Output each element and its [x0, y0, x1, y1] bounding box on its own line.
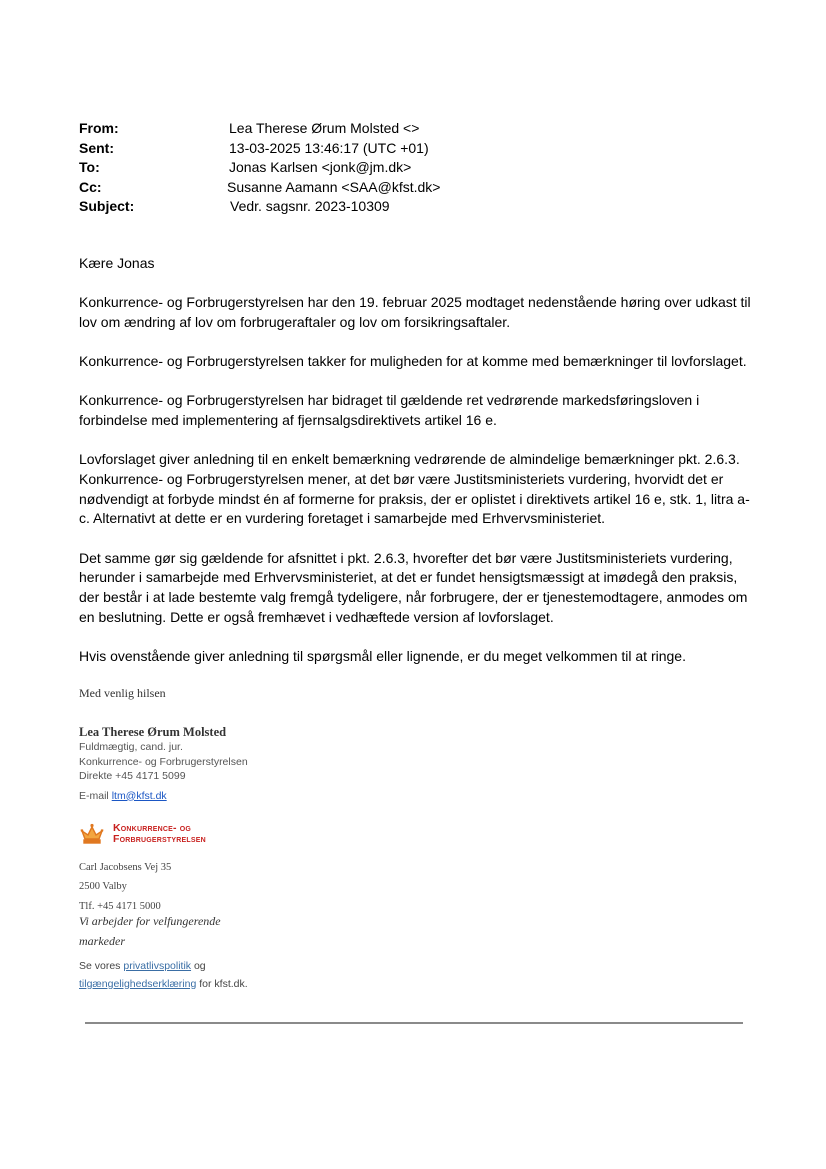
- from-label: From:: [79, 120, 119, 136]
- header-to-row: [79, 158, 440, 178]
- body-paragraph: Konkurrence- og Forbrugerstyrelsen har bidraget til gældende ret vedrørende markedsføringsloven i forbindelse med implementering af fjernsalgsdirektivets artikel 16 e.: [79, 392, 700, 429]
- signature-direct-phone: Direkte +45 4171 5099: [79, 770, 186, 782]
- logo-wordmark: [113, 823, 206, 846]
- organization-logo: [79, 822, 206, 846]
- address-street: Carl Jacobsens Vej 35: [79, 862, 172, 873]
- greeting: Kære Jonas: [79, 255, 155, 271]
- logo-line-2: Forbrugerstyrelsen: [113, 833, 206, 845]
- subject-value: Vedr. sagsnr. 2023-10309: [230, 198, 390, 214]
- email-body: [79, 254, 759, 686]
- body-paragraph: Konkurrence- og Forbrugerstyrelsen takker for muligheden for at komme med bemærkninger til lovforslaget.: [79, 353, 747, 370]
- email-link[interactable]: ltm@kfst.dk: [111, 789, 167, 802]
- header-subject-row: [79, 197, 440, 217]
- links-prefix: Se vores: [79, 960, 121, 972]
- body-paragraph: Det samme gør sig gældende for afsnittet i pkt. 2.6.3, hvorefter det bør være Justitsministeriets vurdering, herunder i samarbejde med Erhvervsministeriet, at det er fundet hensigtsmæssigt at imødegå den praksis, der består i at lade bestemte valg fremgå tydeligere, når forbrugere, der er tjenestemodtagere, anmodes om en beslutning. Dette er også fremhævet i vedhæftede version af lovforslaget.: [79, 549, 748, 625]
- body-paragraph: Konkurrence- og Forbrugerstyrelsen har den 19. februar 2025 modtaget nedenstående høring over udkast til lov om ændring af lov om forbrugeraftaler og lov om forsikringsaftaler.: [79, 294, 751, 330]
- email-label: E-mail: [79, 789, 109, 802]
- sent-value: 13-03-2025 13:46:17 (UTC +01): [229, 139, 429, 156]
- links-and: og: [193, 960, 206, 972]
- signature-block: [79, 724, 248, 802]
- privacy-policy-link[interactable]: privatlivspolitik: [123, 960, 192, 972]
- policy-links-line-2: [79, 976, 248, 994]
- cc-value: Susanne Aamann <SAA@kfst.dk>: [227, 178, 441, 195]
- header-sent-row: [79, 139, 440, 159]
- sent-label: Sent:: [79, 139, 114, 156]
- logo-line-1: Konkurrence- og: [113, 821, 192, 834]
- policy-links-line-1: [79, 958, 248, 976]
- divider: [85, 1022, 743, 1024]
- cc-label: Cc:: [79, 178, 102, 195]
- address-city: 2500 Valby: [79, 881, 127, 893]
- signature-title: Fuldmægtig, cand. jur.: [79, 741, 183, 753]
- signature-name: Lea Therese Ørum Molsted: [79, 725, 227, 739]
- slogan: [79, 912, 221, 951]
- email-header: [79, 119, 440, 217]
- header-cc-row: [79, 178, 440, 198]
- to-label: To:: [79, 159, 100, 175]
- body-paragraph: Lovforslaget giver anledning til en enkelt bemærkning vedrørende de almindelige bemærkninger pkt. 2.6.3. Konkurrence- og Forbrugerstyrelsen mener, at det bør være Justitsministeriets vurdering, hvorvidt det er nødvendigt at forbyde mindst én af formerne for praksis, der er oplistet i direktivets artikel 16 e, stk. 1, litra a-c. Alternativt at dette er en vurdering foretaget i samarbejde med Erhvervsministeriet.: [79, 451, 750, 527]
- subject-label: Subject:: [79, 198, 135, 214]
- signature-org: Konkurrence- og Forbrugerstyrelsen: [79, 755, 248, 768]
- from-value: Lea Therese Ørum Molsted <>: [229, 120, 420, 136]
- address-block: [79, 858, 171, 916]
- signoff: Med venlig hilsen: [79, 686, 166, 700]
- links-suffix: for kfst.dk.: [199, 977, 248, 990]
- to-value: Jonas Karlsen <jonk@jm.dk>: [229, 159, 412, 175]
- crown-icon: [79, 822, 105, 846]
- policy-links: [79, 958, 248, 993]
- body-paragraph: Hvis ovenstående giver anledning til spørgsmål eller lignende, er du meget velkommen til at ringe.: [79, 647, 686, 664]
- address-phone: Tlf. +45 4171 5000: [79, 900, 161, 912]
- accessibility-statement-link[interactable]: tilgængelighedserklæring: [79, 977, 197, 990]
- header-from-row: [79, 119, 440, 139]
- slogan-line-1: Vi arbejder for velfungerende: [79, 914, 221, 928]
- signature-email-line: [79, 790, 248, 802]
- slogan-line-2: markeder: [79, 933, 125, 948]
